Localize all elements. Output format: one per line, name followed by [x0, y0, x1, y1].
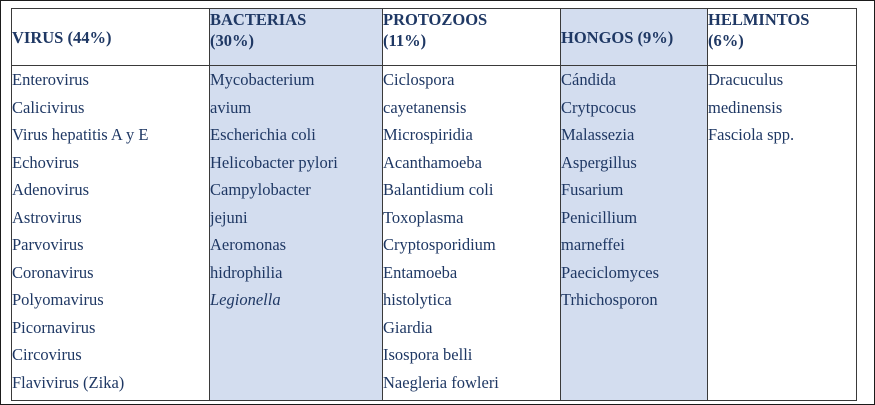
header-bacterias-line2: (30%) — [210, 31, 254, 50]
microorganism-table — [11, 8, 857, 401]
header-virus — [12, 9, 210, 66]
header-protozoos-line1: PROTOZOOS — [383, 10, 488, 29]
list-hongos — [561, 66, 707, 314]
list-protozoos — [383, 66, 560, 396]
list-item: Virus hepatitis A y E — [12, 125, 149, 144]
list-item: Adenovirus — [12, 180, 89, 199]
header-helmintos-line1: HELMINTOS — [708, 10, 810, 29]
list-item: Campylobacter — [210, 180, 311, 199]
header-hongos-line1: HONGOS (9%) — [561, 28, 674, 47]
list-item: Balantidium coli — [383, 180, 494, 199]
header-virus-line1: VIRUS (44%) — [12, 28, 112, 47]
list-item: hidrophilia — [210, 262, 283, 282]
header-helmintos — [708, 9, 857, 66]
list-item: Escherichia coli — [210, 125, 316, 144]
list-virus — [12, 66, 209, 396]
list-item: Aspergillus — [561, 152, 637, 172]
list-item: Giardia — [383, 317, 433, 337]
list-item: Cryptosporidium — [383, 235, 496, 254]
list-item: Crytpcocus — [561, 97, 637, 117]
list-item: Astrovirus — [12, 207, 82, 227]
cell-virus — [12, 66, 210, 401]
list-item: Calicivirus — [12, 97, 85, 117]
list-item: Ciclospora — [383, 70, 455, 89]
list-item: Penicillium — [561, 207, 638, 227]
list-item: Fusarium — [561, 180, 624, 199]
list-item: jejuni — [210, 207, 248, 227]
header-hongos — [561, 9, 708, 66]
header-row — [12, 9, 857, 66]
list-item: cayetanensis — [383, 97, 467, 117]
header-bacterias-line1: BACTERIAS — [210, 10, 307, 29]
header-helmintos-line2: (6%) — [708, 31, 744, 50]
list-item: Helicobacter pylori — [210, 152, 338, 172]
header-protozoos — [383, 9, 561, 66]
list-item: Mycobacterium — [210, 70, 315, 89]
list-item: avium — [210, 97, 252, 117]
header-bacterias — [210, 9, 383, 66]
list-item: Echovirus — [12, 152, 79, 172]
list-item: Acanthamoeba — [383, 152, 482, 172]
list-item: Toxoplasma — [383, 207, 464, 227]
list-item: Paeciclomyces — [561, 262, 660, 282]
list-item: Fasciola spp. — [708, 125, 795, 144]
cell-hongos — [561, 66, 708, 401]
list-item: marneffei — [561, 235, 625, 254]
list-item: Aeromonas — [210, 235, 287, 254]
list-item: Trhichosporon — [561, 290, 658, 309]
list-item: Legionella — [210, 290, 281, 309]
list-item: Picornavirus — [12, 317, 96, 337]
list-item: Dracuculus — [708, 70, 784, 89]
cell-protozoos — [383, 66, 561, 401]
list-item: Circovirus — [12, 345, 82, 364]
cell-helmintos — [708, 66, 857, 401]
list-bacterias — [210, 66, 382, 314]
list-item: Malassezia — [561, 125, 635, 144]
list-item: Microspiridia — [383, 125, 473, 144]
list-item: medinensis — [708, 97, 783, 117]
body-row — [12, 66, 857, 401]
header-protozoos-line2: (11%) — [383, 31, 427, 50]
cell-bacterias — [210, 66, 383, 401]
list-item: Coronavirus — [12, 262, 94, 282]
list-item: Naegleria fowleri — [383, 372, 499, 392]
list-helmintos — [708, 66, 856, 149]
list-item: Flavivirus (Zika) — [12, 372, 125, 392]
list-item: Enterovirus — [12, 70, 89, 89]
list-item: Cándida — [561, 70, 616, 89]
list-item: histolytica — [383, 290, 452, 309]
list-item: Polyomavirus — [12, 290, 104, 309]
list-item: Entamoeba — [383, 262, 458, 282]
list-item: Isospora belli — [383, 345, 473, 364]
list-item: Parvovirus — [12, 235, 84, 254]
